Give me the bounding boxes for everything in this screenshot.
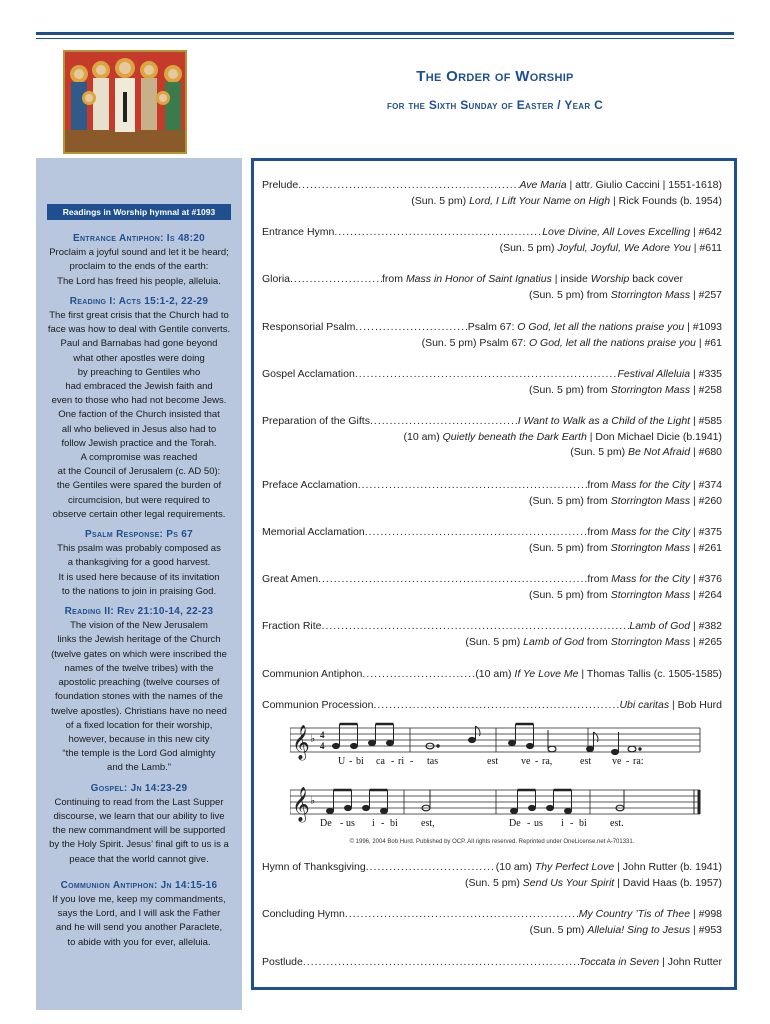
- reading-body: This psalm was probably composed as a thanksgiving for a good harvest. It is used here because of its invitation to the nations to join in praising God.: [57, 543, 221, 597]
- entry-detail: | Don Michael Dicie (b.1941): [586, 430, 722, 443]
- flat-icon: ♭: [310, 732, 316, 745]
- entry-detail: | David Haas (b. 1957): [614, 876, 722, 889]
- entry-entrance-hymn: [262, 225, 722, 256]
- entry-detail: | #335: [690, 368, 722, 380]
- header-rule-thin: [36, 38, 734, 39]
- entry-detail: | #376: [690, 573, 722, 585]
- lyric-syllable: -: [391, 756, 395, 767]
- entry-title: Storrington Mass: [610, 635, 691, 648]
- reading-body: The first great crisis that the Church had to face was how to deal with Gentile converts. Paul and Barnabas had gone beyond what other apostles were doing by preaching to Gentiles who had embraced the Jewish faith and even to those who had not become Jews. One faction of the Church insisted that all who believed in Jesus also had to follow Jewish practice and the Torah. A compromise was reached at the Council of Jerusalem (c. AD 50): the Gentiles were spared the burden of circumcision, but were required to observe certain other legal requirements.: [47, 310, 231, 520]
- entry-title: Lord, I Lift Your Name on High: [469, 194, 611, 207]
- entry-detail: back cover: [629, 273, 683, 285]
- entry-title: Mass for the City: [611, 573, 691, 585]
- lyric-syllable: tas: [427, 756, 439, 767]
- reading-body: If you love me, keep my commandments, says the Lord, and I will ask the Father and he will send you another Paraclete, to abide with you for ever, alleluia.: [52, 893, 226, 948]
- lyric-syllable: -: [410, 756, 414, 767]
- entry-time: (Sun. 5 pm): [411, 194, 470, 207]
- entry-detail: | #585: [690, 415, 722, 427]
- page-subtitle-text: for the Sixth Sunday of Easter / Year C: [386, 98, 604, 112]
- entry-title: Be Not Afraid: [628, 446, 691, 458]
- page-title: [280, 68, 710, 85]
- treble-clef-icon: 𝄞: [292, 787, 310, 822]
- entry-detail: | #264: [690, 588, 722, 601]
- sidebar-label-text: Readings in Worship hymnal at #1093: [62, 207, 216, 217]
- lyric-syllable: De: [509, 818, 521, 829]
- lyric-syllable: ca: [376, 756, 385, 767]
- entry-title: O God, let all the nations praise you: [517, 321, 685, 333]
- entry-detail: | #257: [690, 288, 722, 301]
- icon-painting: [65, 52, 187, 154]
- entry-time: (Sun. 5 pm): [570, 446, 629, 458]
- entry-concluding-hymn: [262, 907, 722, 938]
- entry-detail: | #680: [690, 446, 722, 458]
- entry-preface-acclamation: [262, 478, 722, 509]
- entry-label: Memorial Acclamation: [262, 526, 365, 538]
- apostles-icon-image: [63, 50, 187, 154]
- entry-time: (Sun. 5 pm): [499, 241, 558, 254]
- entry-hymnal: Worship: [590, 273, 630, 285]
- entry-detail: | #258: [690, 383, 722, 396]
- entry-title: Lamb of God: [629, 620, 691, 632]
- entry-gloria: [262, 272, 722, 303]
- entry-time: (10 am): [403, 430, 443, 443]
- entry-great-amen: [262, 572, 722, 603]
- entry-detail: | #260: [690, 494, 722, 507]
- entry-title: Lamb of God: [523, 635, 584, 648]
- entry-title: Festival Alleluia: [617, 368, 691, 380]
- entry-detail: | inside: [551, 273, 591, 285]
- lyric-syllable: ve: [521, 756, 531, 767]
- lyric-syllable: -: [340, 818, 344, 829]
- lyric-syllable: -: [527, 818, 531, 829]
- lyric-syllable: bi: [579, 818, 587, 829]
- entry-label: Hymn of Thanksgiving: [262, 861, 366, 873]
- entry-detail: | Thomas Tallis (c. 1505-1585): [578, 668, 722, 680]
- entry-detail: | #261: [690, 541, 722, 554]
- entry-gospel-acclamation: [262, 367, 722, 398]
- entry-title: Storrington Mass: [610, 494, 691, 507]
- entry-time: (Sun. 5 pm): [529, 923, 588, 936]
- sidebar-readings: [36, 232, 242, 950]
- lyric-syllable: us: [346, 818, 355, 829]
- entry-title: Storrington Mass: [610, 383, 691, 396]
- entry-title: Alleluia! Sing to Jesus: [587, 923, 691, 936]
- entry-time: (Sun. 5 pm): [465, 635, 524, 648]
- flat-icon: ♭: [310, 794, 316, 807]
- entry-time: (10 am): [475, 668, 515, 680]
- lyric-syllable: -: [570, 818, 574, 829]
- reading-heading: Entrance Antiphon: Is 48:20: [72, 233, 206, 244]
- entry-communion-antiphon: [262, 667, 722, 683]
- lyric-syllable: -: [381, 818, 385, 829]
- svg-text:4: 4: [320, 741, 325, 751]
- entry-communion-procession: [262, 698, 722, 714]
- reading-body: The vision of the New Jerusalem links the Jewish heritage of the Church (twelve gates on which were inscribed the names of the twelve tribes) with the apostolic preaching (twelve courses of foundation stones with the names of the twelve apostles). Christians have no need of a fixed location for their worship, however, because in this new city “the temple is the Lord God almighty and the Lamb.”: [51, 620, 227, 774]
- lyric-syllable: est,: [421, 818, 435, 829]
- lyric-syllable: ri: [398, 756, 405, 767]
- entry-title: I Want to Walk as a Child of the Light: [517, 415, 691, 427]
- reading-body: Continuing to read from the Last Supper discourse, we learn that our ability to live the new commandment will be supported by the Holy Spirit. Jesus’ final gift to us is a peace that the world cannot give.: [49, 796, 229, 865]
- lyric-syllable: ra,: [542, 756, 553, 767]
- lyric-syllable: bi: [356, 756, 364, 767]
- entry-label: Prelude: [262, 179, 299, 191]
- entry-time: (Sun. 5 pm): [464, 876, 523, 889]
- entry-detail: from: [587, 479, 612, 491]
- entry-detail: | #642: [690, 226, 722, 238]
- entry-title: Love Divine, All Loves Excelling: [542, 226, 691, 238]
- entry-prelude: [262, 178, 722, 209]
- entry-time: (Sun. 5 pm) from: [529, 383, 611, 396]
- entry-detail: | Bob Hurd: [669, 699, 722, 711]
- entry-label: Gloria: [262, 273, 291, 285]
- page-title-text: The Order of Worship: [416, 68, 574, 85]
- entry-detail: | #61: [695, 336, 722, 349]
- entry-title: Mass for the City: [611, 526, 691, 538]
- entry-title: Storrington Mass: [610, 288, 691, 301]
- entry-hymn-of-thanksgiving: [262, 860, 722, 891]
- entry-time: (Sun. 5 pm) Psalm 67:: [421, 336, 529, 349]
- lyric-syllable: i: [561, 818, 564, 829]
- lyric-syllable: est: [487, 756, 499, 767]
- entry-detail: | #265: [690, 635, 722, 648]
- entry-label: Preparation of the Gifts: [262, 415, 370, 427]
- lyric-syllable: ve: [612, 756, 622, 767]
- svg-text:4: 4: [320, 730, 325, 740]
- entry-time: (Sun. 5 pm) from: [529, 288, 611, 301]
- lyric-syllable: ra:: [633, 756, 644, 767]
- entry-memorial-acclamation: [262, 525, 722, 556]
- lyric-syllable: est: [580, 756, 592, 767]
- entry-detail: | #375: [690, 526, 722, 538]
- lyric-syllable: -: [626, 756, 630, 767]
- entry-fraction-rite: [262, 619, 722, 650]
- entry-detail: from: [583, 635, 611, 648]
- lyric-syllable: est.: [610, 818, 624, 829]
- entry-title: Ave Maria: [519, 179, 567, 191]
- entry-detail: | #953: [690, 923, 722, 936]
- entry-title: If Ye Love Me: [514, 668, 579, 680]
- sidebar-label: [47, 204, 231, 220]
- entry-title: Mass for the City: [611, 479, 691, 491]
- entry-detail: | attr. Giulio Caccini | 1551-1618): [566, 179, 722, 191]
- entry-detail: | John Rutter (b. 1941): [614, 861, 722, 873]
- header-rule: [36, 32, 734, 35]
- reading-body: Proclaim a joyful sound and let it be heard; proclaim to the ends of the earth: The Lord has freed his people, alleluia.: [49, 247, 229, 287]
- entry-detail: | #382: [690, 620, 722, 632]
- entry-title: Thy Perfect Love: [534, 861, 615, 873]
- lyric-syllable: -: [535, 756, 539, 767]
- entry-label: Preface Acclamation: [262, 479, 358, 491]
- entry-postlude: [262, 955, 722, 971]
- entry-detail: | Rick Founds (b. 1954): [610, 194, 722, 207]
- reading-heading: Reading II: Rev 21:10-14, 22-23: [64, 606, 214, 618]
- entry-time: (10 am): [495, 861, 535, 873]
- music-copyright: © 1996, 2004 Bob Hurd. Published by OCP. All rights reserved. Reprinted under OneLicense.net A-701331.: [349, 839, 635, 845]
- entry-label: Fraction Rite: [262, 620, 322, 632]
- entry-detail: Psalm 67:: [467, 321, 518, 333]
- lyric-syllable: De: [320, 818, 332, 829]
- page-subtitle: [270, 98, 720, 112]
- reading-heading: Communion Antiphon: Jn 14:15-16: [60, 879, 218, 891]
- lyric-syllable: U: [338, 756, 346, 767]
- entry-detail: | #611: [690, 241, 722, 254]
- entry-time: (Sun. 5 pm) from: [529, 541, 611, 554]
- entry-title: Toccata in Seven: [578, 956, 660, 968]
- entry-title: Storrington Mass: [610, 541, 691, 554]
- entry-detail: | #374: [690, 479, 722, 491]
- entry-label: Communion Antiphon: [262, 668, 363, 680]
- reading-heading: Psalm Response: Ps 67: [85, 529, 193, 541]
- entry-preparation-of-gifts: [262, 414, 722, 461]
- entry-title: My Country ’Tis of Thee: [578, 908, 691, 920]
- entry-label: Gospel Acclamation: [262, 368, 355, 380]
- entry-label: Communion Procession: [262, 699, 374, 711]
- entry-title: Quietly beneath the Dark Earth: [442, 430, 587, 443]
- entry-detail: from: [587, 573, 612, 585]
- treble-clef-icon: 𝄞: [292, 725, 310, 760]
- entry-detail: from: [382, 273, 406, 285]
- entry-label: Postlude: [262, 956, 303, 968]
- entry-detail: | #998: [690, 908, 722, 920]
- lyric-syllable: -: [349, 756, 353, 767]
- entry-label: Great Amen: [262, 573, 319, 585]
- entry-title: O God, let all the nations praise you: [528, 336, 696, 349]
- lyric-syllable: i: [372, 818, 375, 829]
- lyric-syllable: us: [534, 818, 543, 829]
- lyric-syllable: bi: [390, 818, 398, 829]
- entry-title: Joyful, Joyful, We Adore You: [557, 241, 691, 254]
- entry-label: Entrance Hymn: [262, 226, 335, 238]
- entry-title: Mass in Honor of Saint Ignatius: [405, 273, 552, 285]
- entry-title: Send Us Your Spirit: [522, 876, 615, 889]
- entry-title: Ubi caritas: [619, 699, 670, 711]
- entry-time: (Sun. 5 pm) from: [529, 588, 611, 601]
- entry-detail: from: [587, 526, 612, 538]
- entry-label: Responsorial Psalm: [262, 321, 356, 333]
- reading-heading: Gospel: Jn 14:23-29: [90, 782, 188, 794]
- entry-time: (Sun. 5 pm) from: [529, 494, 611, 507]
- entry-detail: | John Rutter: [659, 956, 722, 968]
- entry-detail: | #1093: [684, 321, 722, 333]
- entry-label: Concluding Hymn: [262, 908, 345, 920]
- reading-heading: Reading I: Acts 15:1-2, 22-29: [69, 295, 209, 307]
- entry-responsorial-psalm: [262, 320, 722, 351]
- entry-title: Storrington Mass: [610, 588, 691, 601]
